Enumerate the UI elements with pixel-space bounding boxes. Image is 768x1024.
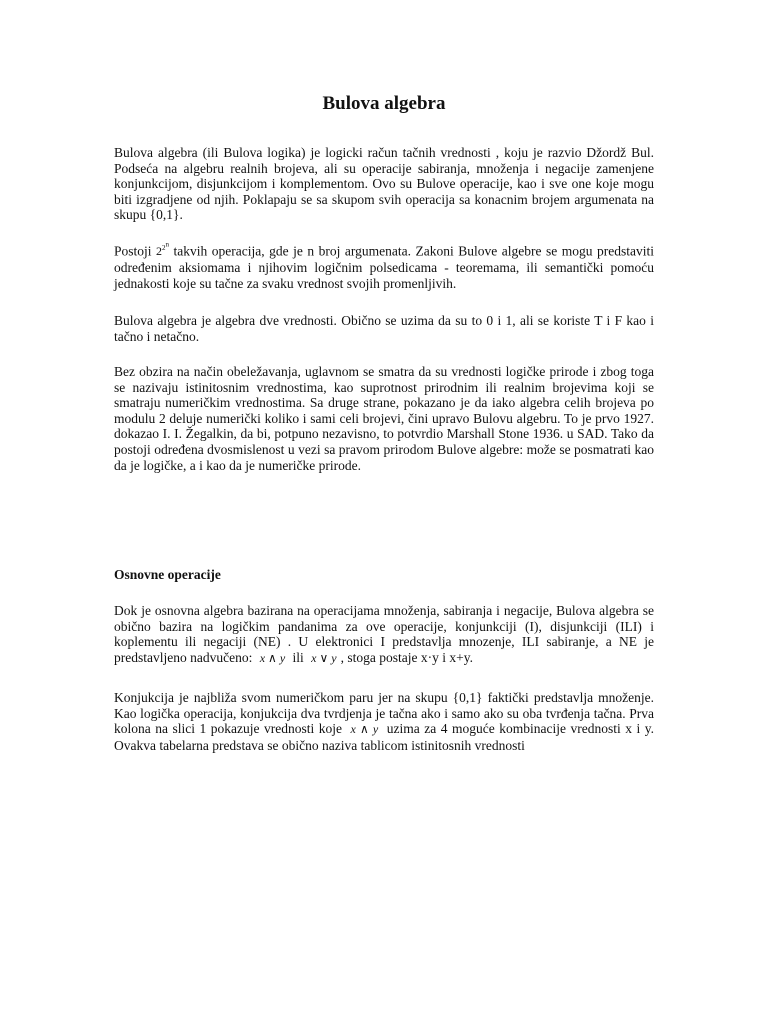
conjunction-paragraph: Konjukcija je najbliža svom numeričkom paru jer na skupu {0,1} faktički predstavlja množenje. Kao logička operacija, konjukcija dva tvrdjenja je tačna ako i samo ako su oba tvrđenja tačna. Prva kolona na slici 1 pokazuje vrednosti koje x ∧ y uzima za 4 moguće kombinacije vrednosti x i y. Ovakva tabelarna predstava se obično naziva tablicom istinitosnih vrednosti bbox=[114, 690, 655, 753]
two-values-paragraph: Bulova algebra je algebra dve vrednosti. Obično se uzima da su to 0 i 1, ali se koriste T i F kao i tačno i netačno. bbox=[114, 313, 654, 344]
conjunction-formula-inline: x ∧ y bbox=[350, 722, 379, 737]
page-title: Bulova algebra bbox=[322, 93, 446, 114]
p2-text-after: takvih operacija, gde je n broj argumenata. Zakoni Bulove algebre se mogu predstaviti određenim aksiomama i njihovim logičnim polsedicama - teoremama, ili semantički pomoću jednakosti koje su tačne za svaku vrednost svojih promenljivih. bbox=[114, 243, 655, 291]
interpretation-paragraph: Bez obzira na način obeležavanja, uglavnom se smatra da su vrednosti logičke prirode i zbog toga se nazivaju istinitosnim vrednostima, kao suprotnost prirodnim ili realnim brojevima koji se smatraju numeričkim vrednostima. Sa druge strane, pokazano je da iako algebra celih brojeva po modulu 2 deluje numerički koliko i sami celi brojevi, čini upravo Bulovu algebru. To je prvo 1927. dokazao I. I. Žegalkin, da bi, potpuno nezavisno, to potvrdio Marshall Stone 1936. u SAD. Tako da postoji određena dvosmislenost u vezi sa pravom prirodom Bulove algebre: može se posmatrati kao da je logičke, a i kao da je numeričke prirode. bbox=[114, 364, 654, 473]
basic-operations-paragraph: Dok je osnovna algebra bazirana na operacijama množenja, sabiranja i negacije, Bulova algebra se obično bazira na logičkim pandanima za ove operacije, konjunkciji (I), disjunkciji (ILI) i koplementu ili negaciji (NE) . U elektronici I predstavlja mnozenje, ILI sabiranje, a NE je predstavljeno nadvučeno: x ∧ y ili x ∨ y , stoga postaje x·y i x+y. bbox=[114, 603, 654, 665]
operations-count-paragraph bbox=[114, 238, 654, 291]
conjunction-formula: x ∧ y bbox=[259, 650, 286, 665]
power-formula: $2^{2^n}$ bbox=[156, 241, 170, 259]
section-heading: Osnovne operacije bbox=[114, 567, 221, 582]
disjunction-formula: x ∨ y bbox=[311, 650, 337, 665]
p2-text-before: Postoji bbox=[114, 243, 152, 259]
intro-paragraph: Bulova algebra (ili Bulova logika) je logicki račun tačnih vrednosti , koju je razvio Džordž Bul. Podseća na algebru realnih brojeva, ali su operacije sabiranja, množenja i negacije zamenjene konjunkcijom, disjunkcijom i komplementom. Ovo su Bulove operacije, kao i sve one koje mogu biti izgradjene od njih. Poklapaju se sa skupom svih operacija sa konacnim brojem argumenata na skupu {0,1}. bbox=[114, 145, 654, 223]
